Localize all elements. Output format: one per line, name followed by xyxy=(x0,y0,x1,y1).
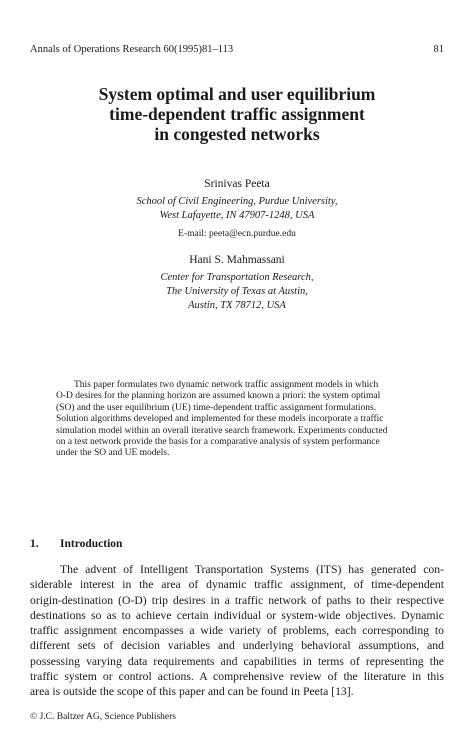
body-line: origin-destination (O-D) trip desires in a traffic network of paths to their respective xyxy=(30,593,444,607)
paper-title xyxy=(0,84,474,144)
body-line: different sets of decision variables and underlying behavioral assumptions, and xyxy=(30,639,444,653)
title-line: in congested networks xyxy=(154,124,320,144)
author-name: Hani S. Mahmassani xyxy=(189,254,285,266)
abstract-line: simulation model within an overall iterative search framework. Experiments conducted xyxy=(56,425,388,436)
abstract xyxy=(56,380,418,460)
body-line: possessing varying data requirements and capabilities in terms of representing the xyxy=(30,654,444,668)
page-number: 81 xyxy=(433,44,444,55)
title-line: System optimal and user equilibrium xyxy=(98,84,376,104)
abstract-line: on a test network provide the basis for a comparative analysis of system performance xyxy=(56,437,380,448)
running-header xyxy=(30,44,444,58)
section-body xyxy=(30,562,444,700)
affiliation-line: West Lafayette, IN 47907-1248, USA xyxy=(159,210,315,221)
body-line: area is outside the scope of this paper and can be found in Peeta [13]. xyxy=(30,685,354,699)
abstract-line: (SO) and the user equilibrium (UE) time-dependent traffic assignment formulations. xyxy=(56,402,377,413)
section-number: 1. xyxy=(30,538,39,550)
title-line: time-dependent traffic assignment xyxy=(109,104,365,124)
author-email: E-mail: peeta@ecn.purdue.edu xyxy=(178,229,296,239)
body-line: traffic system or control actions. A comprehensive review of the literature in this xyxy=(30,670,444,684)
affiliation-line: School of Civil Engineering, Purdue University, xyxy=(136,196,338,207)
body-line: traffic assignment encompasses a wide variety of problems, each corresponding to xyxy=(30,624,444,638)
body-line: The advent of Intelligent Transportation Systems (ITS) has generated con- xyxy=(60,563,444,576)
abstract-line: under the SO and UE models. xyxy=(56,448,170,459)
author-affiliation xyxy=(0,271,474,313)
section-title: Introduction xyxy=(60,538,123,550)
author-name: Srinivas Peeta xyxy=(204,178,270,190)
affiliation-line: Center for Transportation Research, xyxy=(160,272,314,283)
affiliation-line: Austin, TX 78712, USA xyxy=(188,300,286,311)
author-affiliation xyxy=(0,195,474,223)
copyright-notice: © J.C. Baltzer AG, Science Publishers xyxy=(30,712,177,722)
abstract-line: This paper formulates two dynamic network traffic assignment models in which xyxy=(74,380,379,390)
affiliation-line: The University of Texas at Austin, xyxy=(166,286,308,297)
abstract-line: Solution algorithms developed and implemented for these models incorporate a traffic xyxy=(56,414,384,425)
journal-citation: Annals of Operations Research 60(1995)81–113 xyxy=(30,44,234,55)
body-line: destinations so as to achieve certain individual or system-wide objectives. Dynamic xyxy=(30,608,444,622)
body-line: siderable interest in the area of dynamic traffic assignment, of time-dependent xyxy=(30,578,444,592)
abstract-line: O-D desires for the planning horizon are assumed known a priori: the system optimal xyxy=(56,391,381,402)
